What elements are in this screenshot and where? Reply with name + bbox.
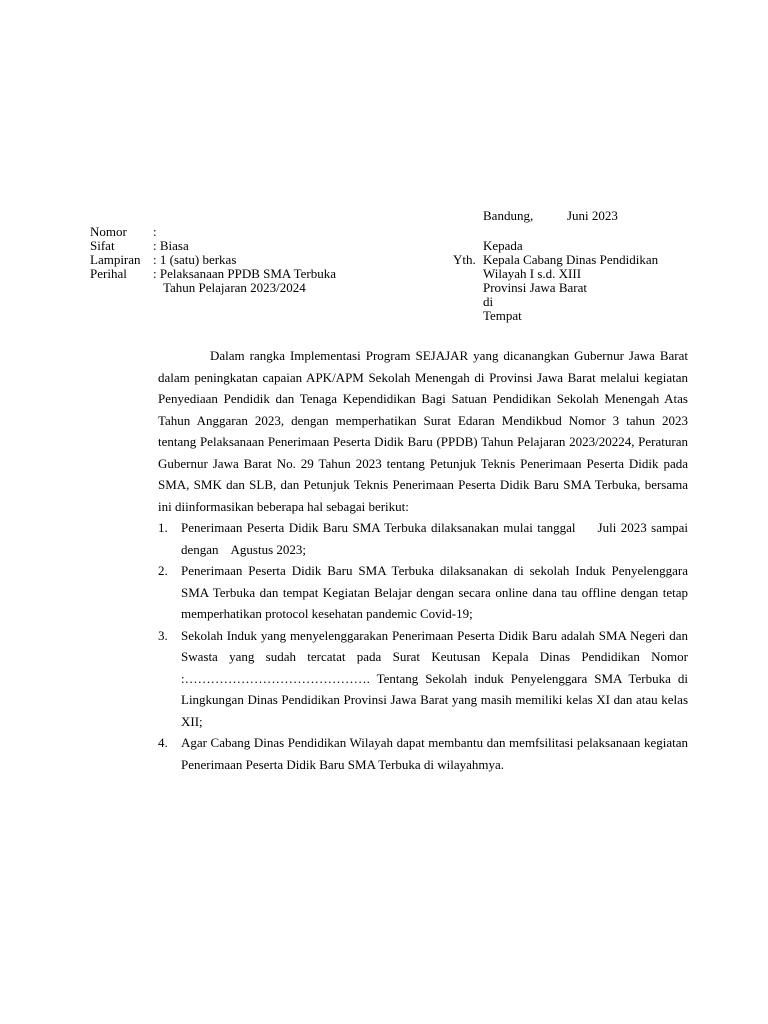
list-item bbox=[158, 625, 688, 733]
point-text: Sekolah Induk yang menyelenggarakan Penerimaan Peserta Didik Baru adalah SMA Negeri dan Swasta yang sudah tercatat pada Surat Keutusan Kepala Dinas Pendidikan Nomor :……………………………………. Tentang Sekolah induk Penyelenggara SMA Terbuka di Lingkungan Dinas Pendidikan Provinsi Jawa Barat yang masih memiliki kelas XI dan atau kelas XII; bbox=[181, 627, 688, 729]
points-list bbox=[158, 517, 688, 775]
date-city: Bandung, bbox=[483, 208, 534, 223]
recipient-yth: Yth. bbox=[453, 252, 476, 267]
point-text-a: Penerimaan Peserta Didik Baru SMA Terbuka dilaksanakan mulai tanggal bbox=[181, 520, 576, 535]
list-number: 2. bbox=[158, 563, 168, 578]
meta-label: Perihal bbox=[90, 266, 127, 281]
list-item bbox=[158, 517, 688, 560]
recipient-line-1: Kepala Cabang Dinas Pendidikan bbox=[483, 252, 659, 267]
meta-value: : Pelaksanaan PPDB SMA Terbuka bbox=[153, 266, 337, 281]
recipient-kepada: Kepada bbox=[483, 238, 523, 253]
point-text: Agar Cabang Dinas Pendidikan Wilayah dapat membantu dan memfsilitasi pelaksanaan kegiatan Penerimaan Peserta Didik Baru SMA Terbuka di wilayahmya. bbox=[181, 735, 688, 772]
letter-body bbox=[158, 345, 688, 775]
recipient-line-4: di bbox=[483, 294, 494, 309]
meta-value: : bbox=[153, 224, 157, 239]
meta-label: Sifat bbox=[90, 238, 115, 253]
point-text: Penerimaan Peserta Didik Baru SMA Terbuka dilaksanakan di sekolah Induk Penyelenggara SMA Terbuka dan tempat Kegiatan Belajar dengan secara online dana tau offline dengan tetap memperhatikan protocol kesehatan pandemic Covid-19; bbox=[181, 563, 688, 621]
list-number: 4. bbox=[158, 735, 168, 750]
recipient-line-2: Wilayah I s.d. XIII bbox=[483, 266, 582, 281]
recipient-line-3: Provinsi Jawa Barat bbox=[483, 280, 587, 295]
meta-label: Lampiran bbox=[90, 252, 141, 267]
perihal-continuation: Tahun Pelajaran 2023/2024 bbox=[163, 280, 306, 295]
point-text-c: Agustus 2023; bbox=[230, 541, 307, 557]
list-item bbox=[158, 560, 688, 625]
meta-value: : 1 (satu) berkas bbox=[153, 252, 237, 267]
meta-value: : Biasa bbox=[153, 238, 189, 253]
list-number: 1. bbox=[158, 520, 168, 535]
point-text-b: Juli 2023 sampai dengan bbox=[181, 520, 688, 557]
date-month-year: Juni 2023 bbox=[567, 208, 618, 223]
list-item bbox=[158, 732, 688, 775]
meta-label: Nomor bbox=[90, 224, 127, 239]
recipient-line-5: Tempat bbox=[483, 308, 522, 323]
intro-paragraph: Dalam rangka Implementasi Program SEJAJAR yang dicanangkan Gubernur Jawa Barat dalam peningkatan capaian APK/APM Sekolah Menengah di Provinsi Jawa Barat melalui kegiatan Penyediaan Pendidik dan Tenaga Kependidikan Bagi Satuan Pendidikan Sekolah Menengah Atas Tahun Anggaran 2023, dengan memperhatikan Surat Edaran Mendikbud Nomor 3 tahun 2023 tentang Pelaksanaan Penerimaan Peserta Didik Baru (PPDB) Tahun Pelajaran 2023/20224, Peraturan Gubernur Jawa Barat No. 29 Tahun 2023 tentang Petunjuk Teknis Penerimaan Peserta Didik pada SMA, SMK dan SLB, dan Petunjuk Teknis Penerimaan Peserta Didik Baru SMA Terbuka, bersama ini diinformasikan beberapa hal sebagai berikut: bbox=[158, 348, 688, 514]
list-number: 3. bbox=[158, 627, 168, 643]
